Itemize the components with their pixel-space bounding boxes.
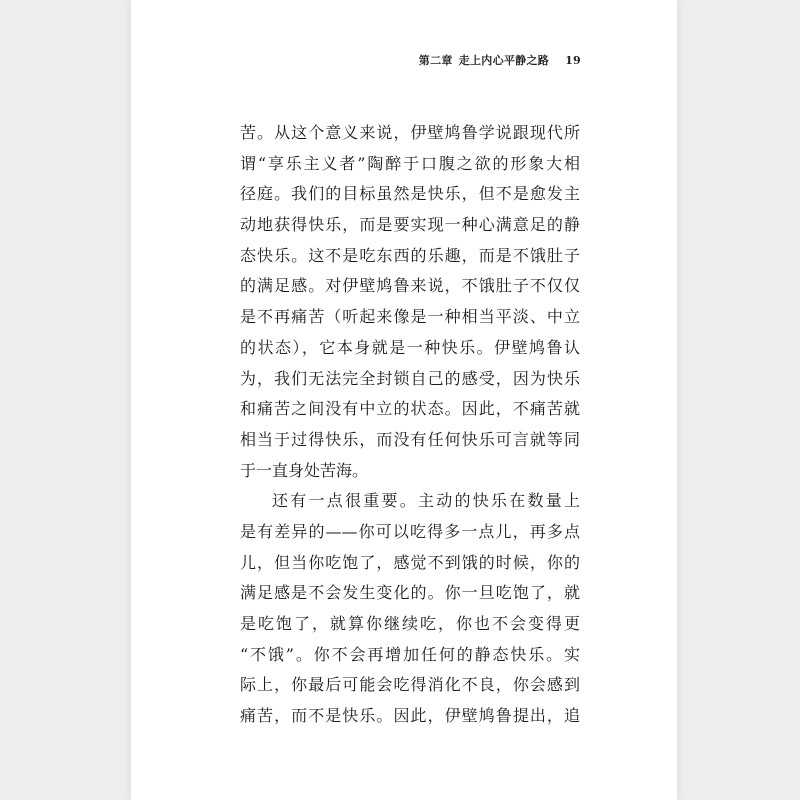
text-line: 和痛苦之间没有中立的状态。因此，不痛苦就 [240, 399, 580, 419]
paragraph-start-line: 还有一点很重要。主动的快乐在数量上 [272, 491, 580, 511]
text-line: 际上，你最后可能会吃得消化不良，你会感到 [240, 675, 580, 695]
text-line: 满足感是不会发生变化的。你一旦吃饱了，就 [240, 583, 580, 603]
paragraph-end-line: 于一直身处苦海。 [240, 460, 369, 480]
text-line: 为，我们无法完全封锁自己的感受，因为快乐 [240, 368, 580, 388]
text-line: 是吃饱了，就算你继续吃，你也不会变得更 [240, 614, 580, 633]
book-page [131, 0, 677, 800]
text-line: 儿，但当你吃饱了，感觉不到饿的时候，你的 [240, 552, 580, 572]
text-line: 态快乐。这不是吃东西的乐趣，而是不饿肚子 [240, 245, 580, 265]
running-header [419, 52, 581, 68]
text-line: 痛苦，而不是快乐。因此，伊壁鸠鲁提出，追 [240, 706, 580, 726]
text-line: 是有差异的——你可以吃得多一点儿，再多点 [240, 521, 580, 541]
text-line: 的状态），它本身就是一种快乐。伊壁鸠鲁认 [240, 337, 580, 357]
text-line: “不饿”。你不会再增加任何的静态快乐。实 [240, 644, 580, 664]
chapter-label: 第二章 [418, 54, 453, 67]
text-line: 径庭。我们的目标虽然是快乐，但不是愈发主 [240, 184, 580, 204]
text-line: 是不再痛苦（听起来像是一种相当平淡、中立 [240, 307, 580, 327]
page-number: 19 [565, 54, 581, 67]
text-line: 谓“享乐主义者”陶醉于口腹之欲的形象大相 [240, 153, 580, 173]
text-line: 动地获得快乐，而是要实现一种心满意足的静 [240, 215, 580, 235]
text-line: 的满足感。对伊壁鸠鲁来说，不饿肚子不仅仅 [240, 276, 580, 296]
text-line: 相当于过得快乐，而没有任何快乐可言就等同 [240, 429, 580, 449]
body-text [240, 118, 580, 732]
chapter-title: 走上内心平静之路 [458, 54, 550, 67]
text-line: 苦。从这个意义来说，伊壁鸠鲁学说跟现代所 [240, 123, 580, 142]
